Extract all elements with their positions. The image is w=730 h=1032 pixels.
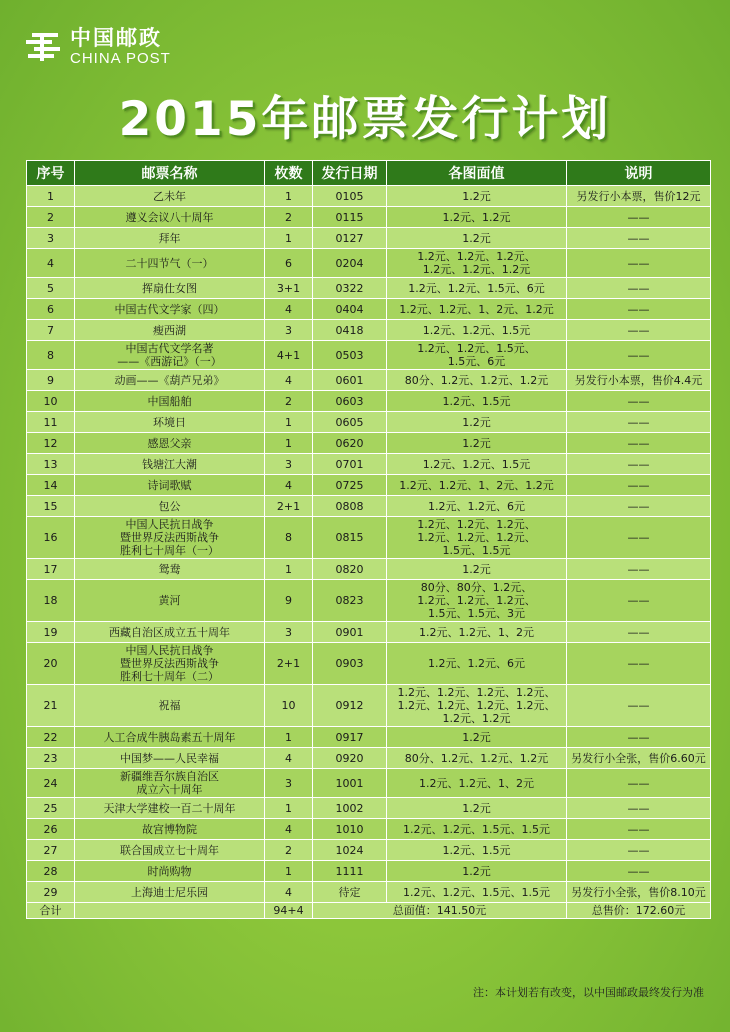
table-row xyxy=(27,320,711,341)
cell-date: 0115 xyxy=(313,207,387,228)
cell-count: 4 xyxy=(265,748,313,769)
cell-note: —— xyxy=(567,685,711,727)
cell-no: 29 xyxy=(27,882,75,903)
cell-note: —— xyxy=(567,496,711,517)
cell-name: 祝福 xyxy=(75,685,265,727)
cell-date: 0920 xyxy=(313,748,387,769)
stamp-plan-table xyxy=(26,160,711,919)
cell-no: 4 xyxy=(27,249,75,278)
cell-values: 80分、1.2元、1.2元、1.2元 xyxy=(387,748,567,769)
cell-note: —— xyxy=(567,412,711,433)
cell-note: —— xyxy=(567,391,711,412)
cell-values: 1.2元 xyxy=(387,433,567,454)
cell-values: 1.2元 xyxy=(387,727,567,748)
cell-count: 1 xyxy=(265,228,313,249)
cell-count: 1 xyxy=(265,559,313,580)
cell-no: 13 xyxy=(27,454,75,475)
header-note: 说明 xyxy=(567,161,711,186)
cell-values: 1.2元、1.5元 xyxy=(387,840,567,861)
cell-no: 12 xyxy=(27,433,75,454)
cell-values: 1.2元、1.2元、1、2元、1.2元 xyxy=(387,299,567,320)
cell-date: 0503 xyxy=(313,341,387,370)
cell-name: 环境日 xyxy=(75,412,265,433)
cell-name: 鸳鸯 xyxy=(75,559,265,580)
cell-name: 包公 xyxy=(75,496,265,517)
cell-count: 1 xyxy=(265,186,313,207)
cell-values: 1.2元 xyxy=(387,228,567,249)
footnote: 注：本计划若有改变，以中国邮政最终发行为准 xyxy=(473,986,704,999)
cell-no: 10 xyxy=(27,391,75,412)
cell-date: 0808 xyxy=(313,496,387,517)
table-row xyxy=(27,727,711,748)
table-row xyxy=(27,433,711,454)
cell-note: 另发行小全张，售价6.60元 xyxy=(567,748,711,769)
table-row xyxy=(27,798,711,819)
cell-note: —— xyxy=(567,320,711,341)
cell-no: 26 xyxy=(27,819,75,840)
cell-note: —— xyxy=(567,299,711,320)
cell-date: 1002 xyxy=(313,798,387,819)
cell-date: 0701 xyxy=(313,454,387,475)
cell-count: 3 xyxy=(265,320,313,341)
cell-name: 挥扇仕女图 xyxy=(75,278,265,299)
table-row xyxy=(27,370,711,391)
cell-date: 0322 xyxy=(313,278,387,299)
cell-name: 黄河 xyxy=(75,580,265,622)
cell-no: 11 xyxy=(27,412,75,433)
table-row xyxy=(27,186,711,207)
table-row xyxy=(27,207,711,228)
cell-count: 4+1 xyxy=(265,341,313,370)
cell-count: 3+1 xyxy=(265,278,313,299)
cell-name: 动画——《葫芦兄弟》 xyxy=(75,370,265,391)
cell-count: 1 xyxy=(265,433,313,454)
header-name: 邮票名称 xyxy=(75,161,265,186)
total-count: 94+4 xyxy=(265,903,313,919)
cell-note: —— xyxy=(567,861,711,882)
cell-name: 二十四节气（一） xyxy=(75,249,265,278)
cell-date: 1001 xyxy=(313,769,387,798)
cell-name: 诗词歌赋 xyxy=(75,475,265,496)
header-no: 序号 xyxy=(27,161,75,186)
cell-date: 0603 xyxy=(313,391,387,412)
cell-values: 1.2元 xyxy=(387,412,567,433)
cell-count: 4 xyxy=(265,370,313,391)
cell-no: 8 xyxy=(27,341,75,370)
table-row xyxy=(27,819,711,840)
cell-no: 22 xyxy=(27,727,75,748)
cell-no: 7 xyxy=(27,320,75,341)
table-row xyxy=(27,496,711,517)
total-price: 总售价：172.60元 xyxy=(567,903,711,919)
cell-date: 0917 xyxy=(313,727,387,748)
cell-count: 1 xyxy=(265,412,313,433)
cell-count: 6 xyxy=(265,249,313,278)
cell-count: 9 xyxy=(265,580,313,622)
table-row xyxy=(27,861,711,882)
table-row xyxy=(27,622,711,643)
header-values: 各图面值 xyxy=(387,161,567,186)
cell-date: 待定 xyxy=(313,882,387,903)
cell-note: —— xyxy=(567,433,711,454)
cell-values: 1.2元、1.2元、1.5元、1.5元 xyxy=(387,882,567,903)
cell-date: 0903 xyxy=(313,643,387,685)
cell-name: 遵义会议八十周年 xyxy=(75,207,265,228)
cell-count: 4 xyxy=(265,882,313,903)
table-row xyxy=(27,517,711,559)
cell-name: 乙未年 xyxy=(75,186,265,207)
cell-no: 21 xyxy=(27,685,75,727)
total-label: 合计 xyxy=(27,903,75,919)
cell-date: 1024 xyxy=(313,840,387,861)
cell-values: 1.2元、1.2元、1.5元 xyxy=(387,320,567,341)
cell-name: 中国人民抗日战争 暨世界反法西斯战争 胜利七十周年（一） xyxy=(75,517,265,559)
cell-no: 9 xyxy=(27,370,75,391)
cell-name: 中国古代文学名著 ——《西游记》（一） xyxy=(75,341,265,370)
cell-note: —— xyxy=(567,475,711,496)
cell-count: 2 xyxy=(265,840,313,861)
cell-note: —— xyxy=(567,517,711,559)
cell-date: 1010 xyxy=(313,819,387,840)
cell-date: 0105 xyxy=(313,186,387,207)
cell-name: 上海迪士尼乐园 xyxy=(75,882,265,903)
cell-values: 1.2元、1.2元、1、2元 xyxy=(387,622,567,643)
table-row xyxy=(27,228,711,249)
cell-no: 28 xyxy=(27,861,75,882)
cell-note: —— xyxy=(567,798,711,819)
cell-date: 0815 xyxy=(313,517,387,559)
cell-date: 0601 xyxy=(313,370,387,391)
logo-chinese: 中国邮政 xyxy=(70,26,162,50)
table-row xyxy=(27,475,711,496)
cell-note: —— xyxy=(567,341,711,370)
cell-name: 中国梦——人民幸福 xyxy=(75,748,265,769)
cell-name: 中国古代文学家（四） xyxy=(75,299,265,320)
table-row xyxy=(27,454,711,475)
cell-note: —— xyxy=(567,727,711,748)
cell-note: —— xyxy=(567,454,711,475)
cell-name: 故宫博物院 xyxy=(75,819,265,840)
cell-values: 1.2元、1.2元、6元 xyxy=(387,496,567,517)
cell-note: —— xyxy=(567,580,711,622)
cell-date: 0605 xyxy=(313,412,387,433)
cell-note: —— xyxy=(567,819,711,840)
total-spacer xyxy=(75,903,265,919)
cell-no: 17 xyxy=(27,559,75,580)
cell-values: 1.2元、1.2元、1.5元、 1.5元、6元 xyxy=(387,341,567,370)
total-face-value: 总面值：141.50元 xyxy=(313,903,567,919)
cell-name: 拜年 xyxy=(75,228,265,249)
table-row xyxy=(27,249,711,278)
cell-no: 3 xyxy=(27,228,75,249)
cell-note: —— xyxy=(567,840,711,861)
table-row xyxy=(27,278,711,299)
cell-note: —— xyxy=(567,278,711,299)
cell-values: 1.2元、1.2元、1.2元、1.2元、 1.2元、1.2元、1.2元、1.2元、 1.2元、1.2元 xyxy=(387,685,567,727)
cell-no: 14 xyxy=(27,475,75,496)
cell-count: 8 xyxy=(265,517,313,559)
cell-no: 15 xyxy=(27,496,75,517)
cell-values: 1.2元、1.2元、1.5元、1.5元 xyxy=(387,819,567,840)
header-count: 枚数 xyxy=(265,161,313,186)
cell-values: 1.2元、1.2元 xyxy=(387,207,567,228)
cell-date: 0418 xyxy=(313,320,387,341)
cell-count: 3 xyxy=(265,454,313,475)
cell-name: 联合国成立七十周年 xyxy=(75,840,265,861)
cell-values: 1.2元 xyxy=(387,186,567,207)
cell-no: 1 xyxy=(27,186,75,207)
cell-no: 27 xyxy=(27,840,75,861)
cell-note: —— xyxy=(567,643,711,685)
cell-note: —— xyxy=(567,228,711,249)
cell-values: 1.2元 xyxy=(387,559,567,580)
cell-name: 时尚购物 xyxy=(75,861,265,882)
cell-values: 1.2元、1.2元、1、2元 xyxy=(387,769,567,798)
cell-note: 另发行小全张，售价8.10元 xyxy=(567,882,711,903)
table-row xyxy=(27,299,711,320)
cell-no: 18 xyxy=(27,580,75,622)
cell-no: 2 xyxy=(27,207,75,228)
cell-name: 西藏自治区成立五十周年 xyxy=(75,622,265,643)
cell-count: 3 xyxy=(265,622,313,643)
cell-date: 0620 xyxy=(313,433,387,454)
total-row xyxy=(27,903,711,919)
china-post-logo xyxy=(22,28,171,66)
cell-note: 另发行小本票，售价12元 xyxy=(567,186,711,207)
table-row xyxy=(27,685,711,727)
cell-values: 1.2元、1.2元、1.5元、6元 xyxy=(387,278,567,299)
cell-count: 1 xyxy=(265,861,313,882)
cell-note: —— xyxy=(567,207,711,228)
cell-no: 23 xyxy=(27,748,75,769)
cell-count: 2 xyxy=(265,391,313,412)
china-post-emblem-icon xyxy=(22,29,64,65)
cell-note: 另发行小本票，售价4.4元 xyxy=(567,370,711,391)
cell-date: 0127 xyxy=(313,228,387,249)
cell-name: 瘦西湖 xyxy=(75,320,265,341)
cell-note: —— xyxy=(567,622,711,643)
cell-name: 中国人民抗日战争 暨世界反法西斯战争 胜利七十周年（二） xyxy=(75,643,265,685)
logo-english: CHINA POST xyxy=(70,50,171,67)
cell-date: 0404 xyxy=(313,299,387,320)
cell-no: 6 xyxy=(27,299,75,320)
cell-values: 1.2元、1.2元、1.2元、 1.2元、1.2元、1.2元 xyxy=(387,249,567,278)
cell-count: 4 xyxy=(265,299,313,320)
cell-note: —— xyxy=(567,769,711,798)
cell-name: 人工合成牛胰岛素五十周年 xyxy=(75,727,265,748)
cell-values: 80分、80分、1.2元、 1.2元、1.2元、1.2元、 1.5元、1.5元、3元 xyxy=(387,580,567,622)
table-row xyxy=(27,840,711,861)
cell-name: 中国船舶 xyxy=(75,391,265,412)
cell-count: 10 xyxy=(265,685,313,727)
cell-date: 0820 xyxy=(313,559,387,580)
cell-count: 1 xyxy=(265,798,313,819)
cell-values: 1.2元 xyxy=(387,861,567,882)
table-row xyxy=(27,580,711,622)
cell-values: 1.2元、1.2元、1.2元、 1.2元、1.2元、1.2元、 1.5元、1.5元 xyxy=(387,517,567,559)
cell-date: 1111 xyxy=(313,861,387,882)
cell-no: 24 xyxy=(27,769,75,798)
cell-count: 4 xyxy=(265,475,313,496)
table-row xyxy=(27,412,711,433)
cell-count: 1 xyxy=(265,727,313,748)
cell-note: —— xyxy=(567,559,711,580)
cell-count: 4 xyxy=(265,819,313,840)
cell-no: 16 xyxy=(27,517,75,559)
cell-count: 2+1 xyxy=(265,643,313,685)
cell-name: 新疆维吾尔族自治区 成立六十周年 xyxy=(75,769,265,798)
cell-date: 0901 xyxy=(313,622,387,643)
cell-count: 2 xyxy=(265,207,313,228)
cell-no: 19 xyxy=(27,622,75,643)
cell-values: 1.2元、1.2元、1、2元、1.2元 xyxy=(387,475,567,496)
header-date: 发行日期 xyxy=(313,161,387,186)
cell-values: 1.2元、1.2元、6元 xyxy=(387,643,567,685)
table-row xyxy=(27,391,711,412)
cell-date: 0725 xyxy=(313,475,387,496)
cell-values: 80分、1.2元、1.2元、1.2元 xyxy=(387,370,567,391)
cell-name: 钱塘江大潮 xyxy=(75,454,265,475)
cell-values: 1.2元、1.5元 xyxy=(387,391,567,412)
cell-values: 1.2元 xyxy=(387,798,567,819)
cell-no: 5 xyxy=(27,278,75,299)
cell-note: —— xyxy=(567,249,711,278)
table-row xyxy=(27,559,711,580)
cell-name: 天津大学建校一百二十周年 xyxy=(75,798,265,819)
cell-no: 20 xyxy=(27,643,75,685)
table-row xyxy=(27,769,711,798)
cell-name: 感恩父亲 xyxy=(75,433,265,454)
table-row xyxy=(27,341,711,370)
table-row xyxy=(27,882,711,903)
page-title: 2015年邮票发行计划 xyxy=(118,92,612,147)
cell-values: 1.2元、1.2元、1.5元 xyxy=(387,454,567,475)
cell-count: 2+1 xyxy=(265,496,313,517)
cell-date: 0204 xyxy=(313,249,387,278)
table-header-row xyxy=(27,161,711,186)
cell-date: 0912 xyxy=(313,685,387,727)
cell-count: 3 xyxy=(265,769,313,798)
cell-no: 25 xyxy=(27,798,75,819)
table-row xyxy=(27,748,711,769)
cell-date: 0823 xyxy=(313,580,387,622)
table-row xyxy=(27,643,711,685)
